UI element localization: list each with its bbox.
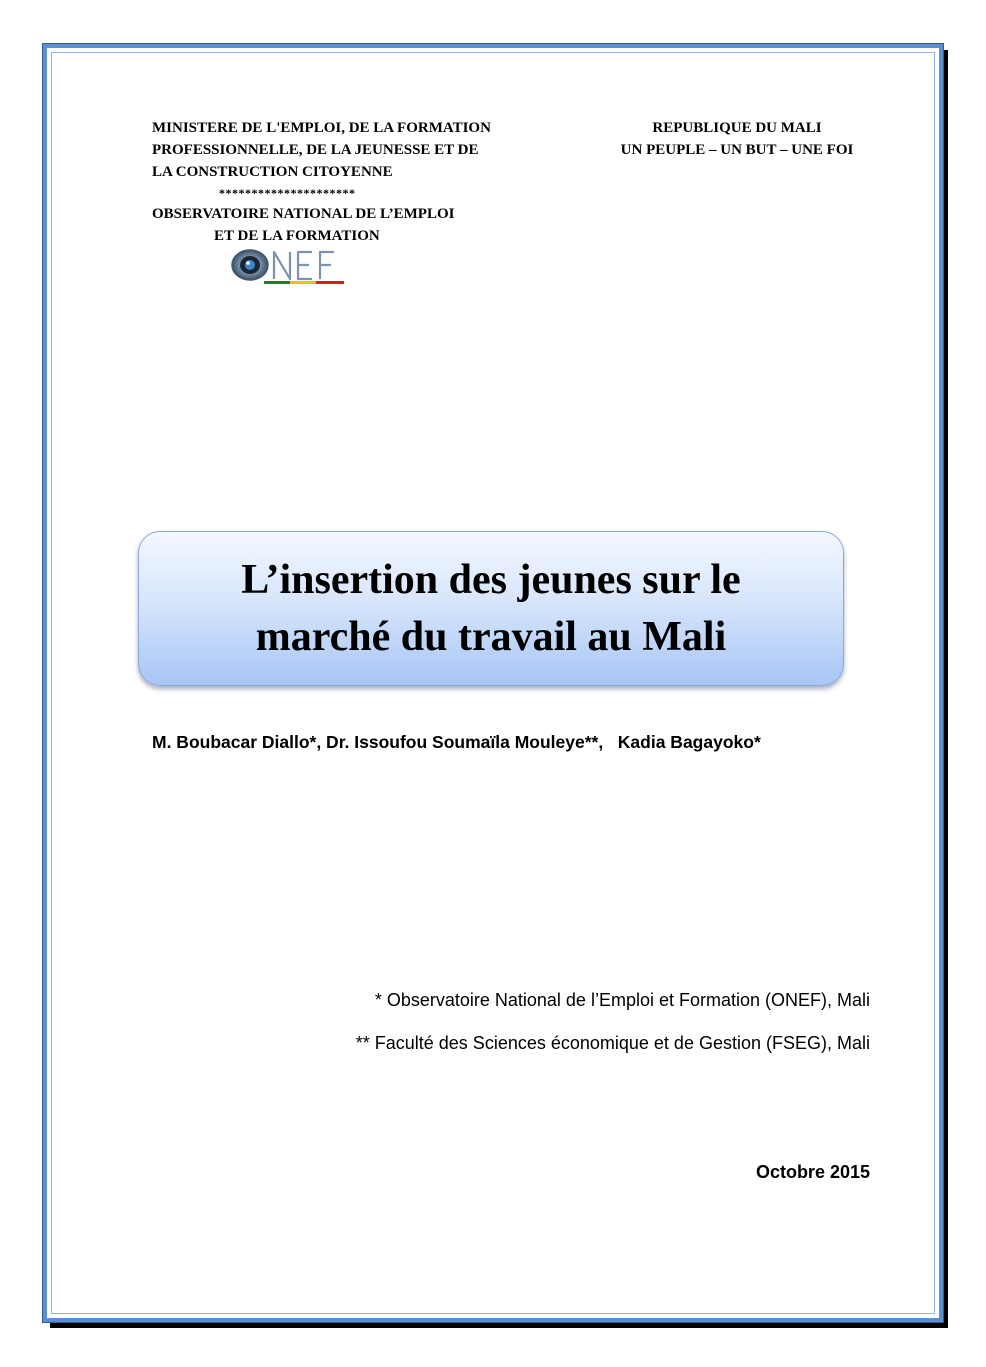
republic-name: REPUBLIQUE DU MALI — [652, 120, 822, 136]
national-motto: UN PEUPLE – UN BUT – UNE FOI — [620, 142, 854, 158]
header-separator-stars: ********************* — [219, 186, 356, 200]
republic-header — [592, 117, 882, 161]
document-title-line-2: marché du travail au Mali — [255, 613, 727, 660]
document-title-line-1: L’insertion des jeunes sur le — [241, 556, 741, 603]
authors-line: M. Boubacar Diallo*, Dr. Issoufou Soumaïla Mouleye**, Kadia Bagayoko* — [152, 732, 761, 752]
observatory-line-1: OBSERVATOIRE NATIONAL DE L’EMPLOI — [152, 206, 455, 222]
title-box — [138, 531, 844, 686]
ministry-line-2: PROFESSIONNELLE, DE LA JEUNESSE ET DE — [152, 142, 479, 158]
observatory-line-2: ET DE LA FORMATION — [214, 228, 380, 244]
affiliation-fseg: ** Faculté des Sciences économique et de Gestion (FSEG), Mali — [355, 1033, 870, 1053]
onef-logo — [230, 247, 346, 285]
ministry-line-1: MINISTERE DE L'EMPLOI, DE LA FORMATION — [152, 120, 491, 136]
affiliation-onef: * Observatoire National de l’Emploi et Formation (ONEF), Mali — [374, 990, 870, 1010]
onef-logo-icon — [230, 247, 346, 285]
ministry-line-3: LA CONSTRUCTION CITOYENNE — [152, 164, 393, 180]
ministry-header — [152, 117, 572, 247]
publication-date: Octobre 2015 — [755, 1162, 870, 1182]
